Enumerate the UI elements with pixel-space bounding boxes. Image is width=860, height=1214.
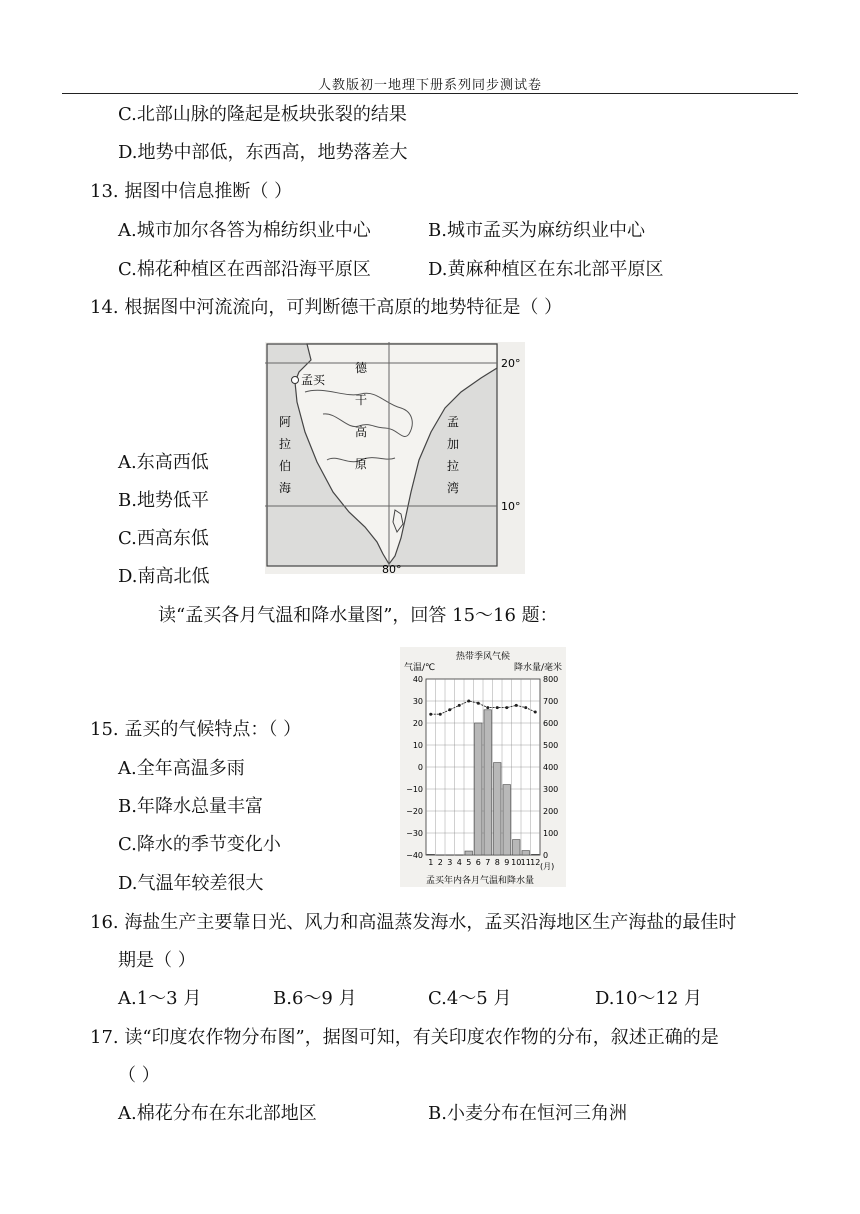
month-tick-label: 8 xyxy=(494,858,500,867)
temperature-point xyxy=(505,706,508,709)
q15-option-d: D.气温年较差很大 xyxy=(118,873,264,894)
precip-tick-label: 200 xyxy=(543,807,559,816)
temperature-point xyxy=(477,702,480,705)
header-rule xyxy=(62,93,798,94)
precip-bar xyxy=(494,763,502,855)
temp-tick-label: 30 xyxy=(412,697,423,706)
q13-option-d: D.黄麻种植区在东北部平原区 xyxy=(428,259,664,280)
temperature-point xyxy=(458,704,461,707)
mumbai-dot xyxy=(292,377,299,384)
q14-option-b: B.地势低平 xyxy=(118,490,209,511)
precip-tick-label: 300 xyxy=(543,785,559,794)
map-east-sea-char-2: 加 xyxy=(447,437,460,451)
month-tick-label: 11 xyxy=(520,858,531,867)
month-tick-label: 4 xyxy=(456,858,462,867)
precip-tick-label: 0 xyxy=(543,851,549,860)
precip-bar xyxy=(465,851,473,855)
map-lat-10-label: 10° xyxy=(501,500,521,513)
temp-tick-label: 0 xyxy=(417,763,423,772)
temp-tick-label: 20 xyxy=(412,719,423,728)
precip-tick-label: 800 xyxy=(543,675,559,684)
q16-stem-cont: 期是（ ） xyxy=(118,950,196,971)
temp-tick-label: 40 xyxy=(412,675,423,684)
precip-bar xyxy=(427,854,435,855)
precip-bar xyxy=(532,854,540,855)
map-west-sea-char-2: 拉 xyxy=(279,437,292,451)
month-tick-label: 10 xyxy=(511,858,522,867)
precip-bar xyxy=(503,785,511,855)
precip-bar xyxy=(446,855,454,856)
map-west-sea-char-1: 阿 xyxy=(279,415,292,429)
precip-tick-label: 400 xyxy=(543,763,559,772)
q13-option-a: A.城市加尔各答为棉纺织业中心 xyxy=(118,220,371,241)
month-tick-label: 5 xyxy=(466,858,472,867)
month-tick-label: 7 xyxy=(485,858,491,867)
q14-option-a: A.东高西低 xyxy=(118,452,209,473)
q15-option-a: A.全年高温多雨 xyxy=(118,758,245,779)
q13-option-c: C.棉花种植区在西部沿海平原区 xyxy=(118,259,371,280)
map-plateau-char-3: 高 xyxy=(355,425,368,439)
chart-x-unit: (月) xyxy=(540,862,555,871)
q16-option-a: A.1～3 月 xyxy=(118,988,202,1009)
temp-tick-label: −40 xyxy=(406,851,423,860)
temperature-point xyxy=(467,700,470,703)
precip-bar xyxy=(484,710,492,855)
q15-stem: 15. 孟买的气候特点：（ ） xyxy=(90,719,302,740)
precip-tick-label: 100 xyxy=(543,829,559,838)
map-city-label: 孟买 xyxy=(301,373,326,387)
q16-option-b: B.6～9 月 xyxy=(273,988,357,1009)
precip-tick-label: 600 xyxy=(543,719,559,728)
map-west-sea-char-4: 海 xyxy=(279,481,292,495)
map-plateau-char-1: 德 xyxy=(355,361,368,375)
precip-bar xyxy=(456,855,464,856)
page-header: 人教版初一地理下册系列同步测试卷 xyxy=(317,78,542,93)
precip-tick-label: 700 xyxy=(543,697,559,706)
precip-bar xyxy=(437,855,445,856)
map-lon-80-label: 80° xyxy=(382,563,402,574)
map-lat-20-label: 20° xyxy=(501,357,521,370)
chart-left-axis-title: 气温/℃ xyxy=(404,663,436,673)
month-tick-label: 2 xyxy=(437,858,443,867)
map-east-sea-char-1: 孟 xyxy=(447,415,460,429)
temperature-point xyxy=(534,711,537,714)
precip-bar xyxy=(475,723,483,855)
month-tick-label: 6 xyxy=(475,858,481,867)
chart-right-axis-title: 降水量/毫米 xyxy=(513,663,562,673)
map-east-sea-char-3: 拉 xyxy=(447,459,460,473)
temperature-point xyxy=(448,708,451,711)
mumbai-climate-chart xyxy=(400,647,566,887)
chart-caption: 孟买年内各月气温和降水量 xyxy=(425,876,535,886)
q17-option-a: A.棉花分布在东北部地区 xyxy=(118,1103,317,1124)
temperature-point xyxy=(524,706,527,709)
q16-option-d: D.10～12 月 xyxy=(595,988,703,1009)
q17-stem-cont: （ ） xyxy=(118,1065,160,1086)
map-east-sea-char-4: 湾 xyxy=(447,481,460,495)
map-west-sea-char-3: 伯 xyxy=(279,459,292,473)
temp-tick-label: 10 xyxy=(412,741,423,750)
month-tick-label: 12 xyxy=(530,858,541,867)
q15-option-c: C.降水的季节变化小 xyxy=(118,834,281,855)
q14-option-c: C.西高东低 xyxy=(118,528,209,549)
month-tick-label: 1 xyxy=(428,858,434,867)
temp-tick-label: −30 xyxy=(406,829,423,838)
temp-tick-label: −20 xyxy=(406,807,423,816)
q13-option-b: B.城市孟买为麻纺织业中心 xyxy=(428,220,645,241)
q17-stem: 17. 读“印度农作物分布图”，据图可知，有关印度农作物的分布，叙述正确的是 xyxy=(90,1027,719,1048)
temperature-point xyxy=(496,706,499,709)
chart-title: 热带季风气候 xyxy=(455,652,511,662)
q17-option-b: B.小麦分布在恒河三角洲 xyxy=(428,1103,627,1124)
map-plateau-char-4: 原 xyxy=(355,457,368,471)
month-tick-label: 3 xyxy=(447,858,453,867)
q14-option-d: D.南高北低 xyxy=(118,566,210,587)
q16-option-c: C.4～5 月 xyxy=(428,988,512,1009)
q12-option-d: D.地势中部低，东西高，地势落差大 xyxy=(118,142,408,163)
precip-bar xyxy=(522,851,530,855)
q15-option-b: B.年降水总量丰富 xyxy=(118,796,263,817)
map-plateau-char-2: 干 xyxy=(355,393,368,407)
temperature-point xyxy=(429,713,432,716)
temperature-point xyxy=(439,713,442,716)
q13-stem: 13. 据图中信息推断（ ） xyxy=(90,181,293,202)
temperature-point xyxy=(486,706,489,709)
month-tick-label: 9 xyxy=(504,858,510,867)
precip-tick-label: 500 xyxy=(543,741,559,750)
q15-16-intro: 读“孟买各月气温和降水量图”，回答 15～16 题： xyxy=(158,605,558,626)
q12-option-c: C.北部山脉的隆起是板块张裂的结果 xyxy=(118,104,407,125)
precip-bar xyxy=(513,840,521,855)
q14-stem: 14. 根据图中河流流向，可判断德干高原的地势特征是（ ） xyxy=(90,297,563,318)
temp-tick-label: −10 xyxy=(406,785,423,794)
temperature-point xyxy=(515,704,518,707)
deccan-map xyxy=(265,342,525,574)
q16-stem: 16. 海盐生产主要靠日光、风力和高温蒸发海水，孟买沿海地区生产海盐的最佳时 xyxy=(90,912,737,933)
